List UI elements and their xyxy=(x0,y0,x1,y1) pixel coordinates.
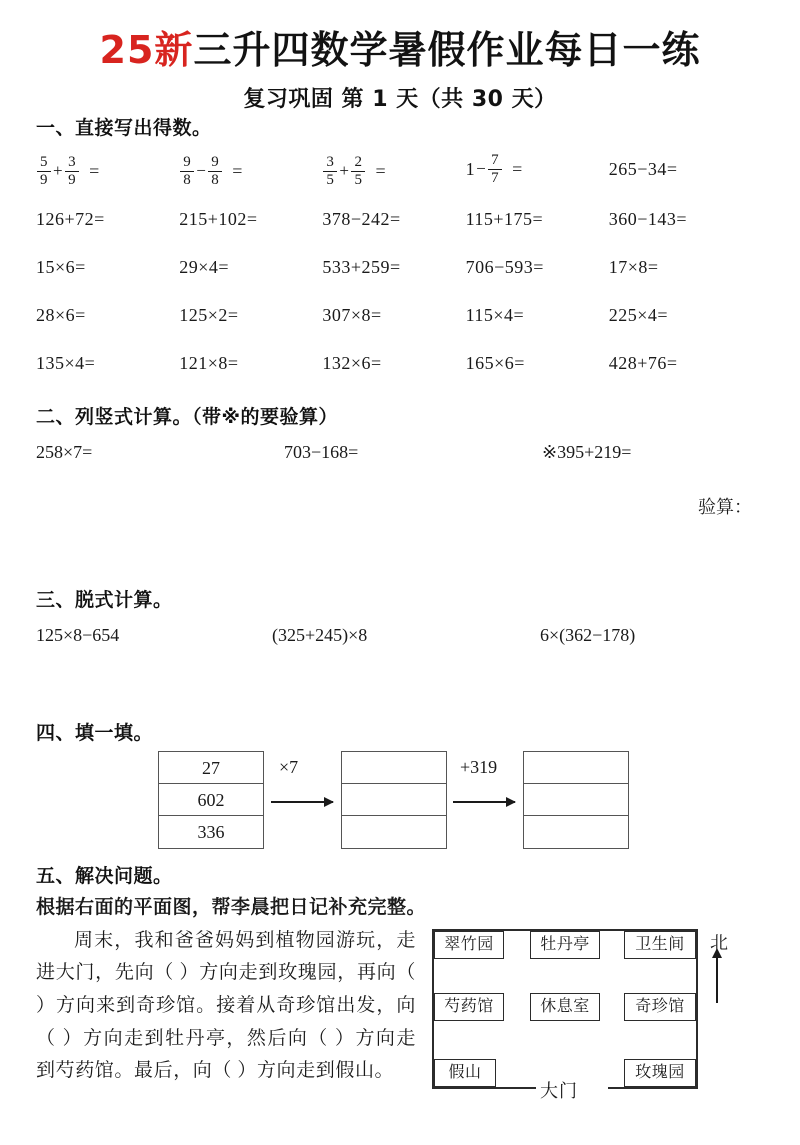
map-box-xiuxishi: 休息室 xyxy=(530,993,600,1021)
flow-cell: 27 xyxy=(159,752,263,784)
flow-operation-label-1: ×7 xyxy=(279,756,299,777)
whole-number: 1 xyxy=(465,158,476,179)
flow-arrow-1 xyxy=(271,801,333,803)
map-bottom-wall-right xyxy=(608,1087,698,1089)
map-box-mudanting: 牡丹亭 xyxy=(530,931,600,959)
problem-cell: 706−593= xyxy=(465,256,544,277)
problem-cell: 225×4= xyxy=(608,304,669,325)
flow-cell: 336 xyxy=(197,821,225,842)
problem-cell xyxy=(322,151,465,188)
problem-cell: 125×2= xyxy=(179,304,239,325)
fraction: $\frac{9}{8}$ xyxy=(180,155,194,188)
equals-sign: = xyxy=(232,160,243,181)
flow-cell-blank[interactable] xyxy=(524,752,628,784)
equals-sign: = xyxy=(512,158,523,179)
problem-cell: 126+72= xyxy=(36,208,105,229)
flow-cell-blank[interactable] xyxy=(342,752,446,784)
garden-map xyxy=(432,929,732,1109)
equals-sign: = xyxy=(89,160,100,181)
problem-cell: 132×6= xyxy=(322,352,382,373)
flow-cell-blank[interactable] xyxy=(524,816,628,848)
fraction: $\frac{9}{8}$ xyxy=(208,155,222,188)
problem-cell: 15×6= xyxy=(36,256,86,277)
map-gate-label: 大门 xyxy=(540,1080,578,1101)
section-five-heading: 五、解决问题。 xyxy=(36,864,173,887)
problem-cell: 360−143= xyxy=(608,208,688,229)
fraction: $\frac{3}{9}$ xyxy=(65,155,79,188)
section-five-body xyxy=(0,925,800,1145)
problem-row xyxy=(36,244,752,292)
answer-space xyxy=(0,656,800,718)
expression-calc-row xyxy=(36,616,752,656)
fraction: $\frac{5}{9}$ xyxy=(37,155,51,188)
problem-cell: 703−168= xyxy=(284,442,359,463)
flow-cell-blank[interactable] xyxy=(342,784,446,816)
worksheet-header xyxy=(0,0,800,113)
flow-chart xyxy=(36,749,752,857)
flow-cell: 602 xyxy=(159,784,263,816)
fraction: $\frac{7}{7}$ xyxy=(488,153,502,186)
problem-cell: 165×6= xyxy=(465,352,525,373)
title-year: 25 xyxy=(99,28,155,72)
problem-cell: 307×8= xyxy=(322,304,382,325)
fraction-problem-row xyxy=(36,144,752,196)
problem-cell: 533+259= xyxy=(322,256,401,277)
problem-cell: 215+102= xyxy=(179,208,258,229)
page-title xyxy=(0,30,800,72)
section-five-intro: 根据右面的平面图，帮李晨把日记补充完整。 xyxy=(36,896,427,918)
problem-cell: (325+245)×8 xyxy=(272,625,368,646)
map-box-qizhenguan: 奇珍馆 xyxy=(624,993,696,1021)
flow-arrow-2 xyxy=(453,801,515,803)
problem-cell: 125×8−654 xyxy=(36,625,120,646)
problem-cell: 378−242= xyxy=(322,208,401,229)
equals-sign: = xyxy=(375,160,387,181)
flow-box-input xyxy=(158,751,264,849)
map-box-shaoyaoguan: 芍药馆 xyxy=(434,993,504,1021)
problem-cell: 135×4= xyxy=(36,352,96,373)
map-box-cuizhuyuan: 翠竹园 xyxy=(434,931,504,959)
problem-cell: 28×6= xyxy=(36,304,86,325)
operator: − xyxy=(196,161,207,181)
operator: + xyxy=(53,161,64,181)
problem-cell: 428+76= xyxy=(608,352,678,373)
section-one-heading: 一、直接写出得数。 xyxy=(36,116,212,139)
fraction: $\frac{2}{5}$ xyxy=(351,155,365,188)
problem-cell xyxy=(36,151,179,188)
section-three-heading: 三、脱式计算。 xyxy=(36,588,173,611)
problem-cell xyxy=(179,151,322,188)
operator: + xyxy=(339,161,350,181)
problem-cell: 29×4= xyxy=(179,256,229,277)
problem-row xyxy=(36,340,752,388)
operator: − xyxy=(476,159,487,179)
map-bottom-wall-left xyxy=(432,1087,536,1089)
map-box-jiashan: 假山 xyxy=(434,1059,496,1087)
flow-box-middle xyxy=(341,751,447,849)
compass-north-label: 北 xyxy=(710,932,728,953)
flow-box-output xyxy=(523,751,629,849)
map-box-weishengjian: 卫生间 xyxy=(624,931,696,959)
flow-cell-blank[interactable] xyxy=(342,816,446,848)
map-box-meiguiyuan: 玫瑰园 xyxy=(624,1059,696,1087)
verify-label: 验算： xyxy=(698,496,752,517)
title-new: 新 xyxy=(154,28,194,72)
diary-text: 周末，我和爸爸妈妈到植物园游玩，走进大门，先向（ ）方向走到玫瑰园，再向（ ）方向来到奇珍馆。接着从奇珍馆出发，向（ ）方向走到牡丹亭，然后向（ ）方向走到芍药馆。最后，向（ ）方向走到假山。 xyxy=(36,929,416,1082)
problem-cell: 115+175= xyxy=(465,208,544,229)
title-main: 三升四数学暑假作业每日一练 xyxy=(193,28,701,72)
problem-cell: 258×7= xyxy=(36,442,93,463)
page-subtitle: 复习巩固 第 1 天（共 30 天） xyxy=(243,86,557,112)
problem-row xyxy=(36,292,752,340)
answer-space xyxy=(0,519,800,585)
problem-cell: ※395+219= xyxy=(542,442,632,463)
problem-cell: 17×8= xyxy=(608,256,659,277)
section-two-heading: 二、列竖式计算。（带※的要验算） xyxy=(36,405,338,428)
vertical-calc-row xyxy=(36,433,752,473)
problem-cell: 121×8= xyxy=(179,352,239,373)
problem-cell: 115×4= xyxy=(465,304,525,325)
problem-cell: 265−34= xyxy=(608,158,678,179)
problem-cell: 6×(362−178) xyxy=(540,625,636,646)
flow-cell-blank[interactable] xyxy=(524,784,628,816)
section-four-heading: 四、填一填。 xyxy=(36,721,154,744)
problem-row xyxy=(36,196,752,244)
fraction: $\frac{3}{5}$ xyxy=(323,155,337,188)
flow-operation-label-2: +319 xyxy=(460,756,498,777)
problem-cell xyxy=(466,153,609,186)
compass-north-arrow-icon xyxy=(716,957,718,1003)
